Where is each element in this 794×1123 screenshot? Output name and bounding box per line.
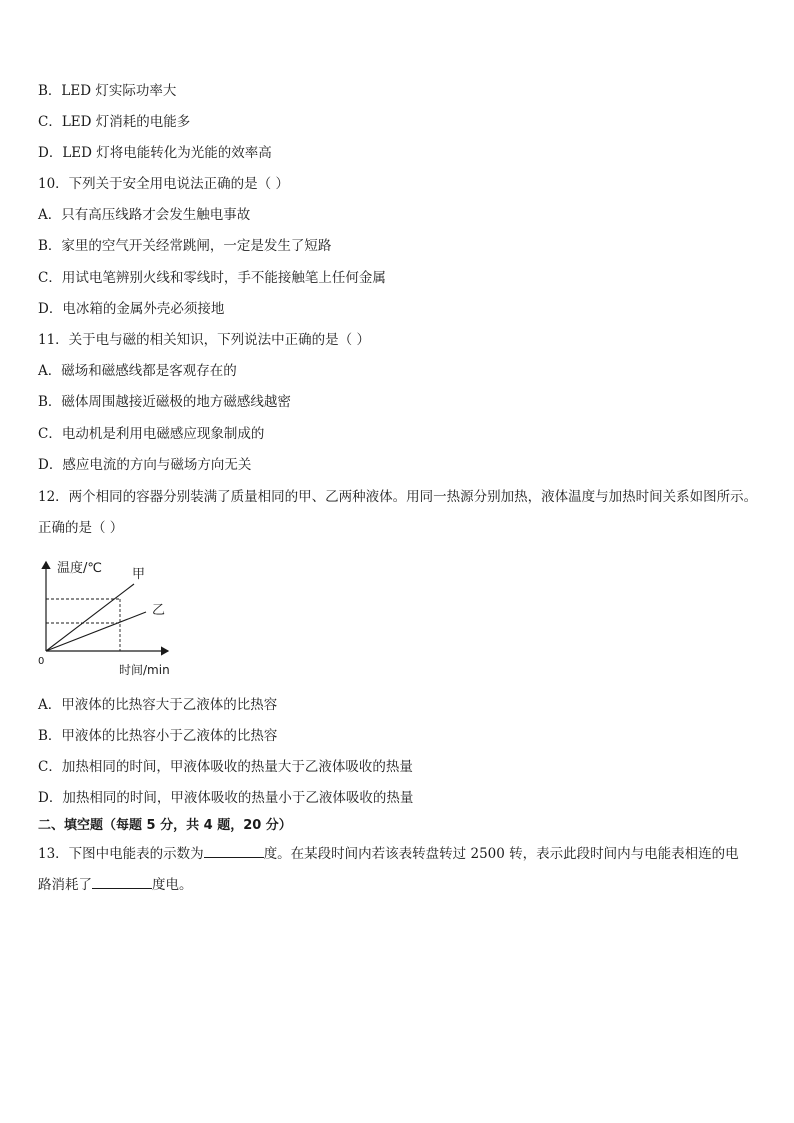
section-title: 二、填空题（每题 5 分，共 4 题，20 分） — [38, 818, 292, 833]
q13-text-part4: 度电。 — [152, 877, 193, 893]
line-yi — [46, 612, 146, 651]
x-axis-label: 时间/min — [119, 663, 170, 677]
q12-stem: 12．两个相同的容器分别装满了质量相同的甲、乙两种液体。用同一热源分别加热，液体温度与加热时间关系如图所示。正确的是（ ） — [38, 489, 758, 536]
q9-option-b: B．LED 灯实际功率大 — [38, 83, 177, 99]
q11-option-c: C．电动机是利用电磁感应现象制成的 — [38, 426, 265, 442]
q13-line-2 — [38, 874, 758, 895]
q10-stem: 10．下列关于安全用电说法正确的是（ ） — [38, 176, 289, 192]
q11-option-b: B．磁体周围越接近磁极的地方磁感线越密 — [38, 394, 291, 410]
q13-blank-1[interactable] — [204, 843, 264, 858]
q11-option-d: D．感应电流的方向与磁场方向无关 — [38, 457, 252, 473]
q13-text-part1: 13．下图中电能表的示数为 — [38, 846, 204, 862]
q11-option-a: A．磁场和磁感线都是客观存在的 — [38, 363, 237, 379]
q12-option-c: C．加热相同的时间，甲液体吸收的热量大于乙液体吸收的热量 — [38, 759, 413, 775]
q13-line-1 — [38, 843, 758, 864]
y-axis-label: 温度/℃ — [57, 561, 102, 576]
q10-option-a: A．只有高压线路才会发生触电事故 — [38, 207, 251, 223]
temperature-time-graph — [30, 554, 190, 680]
q10-option-b: B．家里的空气开关经常跳闸，一定是发生了短路 — [38, 238, 332, 254]
label-yi: 乙 — [152, 603, 166, 618]
q9-option-c: C．LED 灯消耗的电能多 — [38, 114, 191, 130]
q13-text-part3: 路消耗了 — [38, 877, 92, 893]
q12-option-b: B．甲液体的比热容小于乙液体的比热容 — [38, 728, 278, 744]
q13-text-part2: 度。在某段时间内若该表转盘转过 2500 转，表示此段时间内与电能表相连的电 — [263, 846, 739, 862]
q11-stem: 11．关于电与磁的相关知识，下列说法中正确的是（ ） — [38, 332, 370, 348]
q10-option-d: D．电冰箱的金属外壳必须接地 — [38, 301, 225, 317]
q13-blank-2[interactable] — [92, 874, 152, 889]
q10-option-c: C．用试电笔辨别火线和零线时，手不能接触笔上任何金属 — [38, 270, 386, 286]
label-jia: 甲 — [132, 567, 146, 582]
q12-option-d: D．加热相同的时间，甲液体吸收的热量小于乙液体吸收的热量 — [38, 790, 414, 806]
q12-option-a: A．甲液体的比热容大于乙液体的比热容 — [38, 697, 278, 713]
q9-option-d: D．LED 灯将电能转化为光能的效率高 — [38, 145, 272, 161]
graph-svg — [30, 554, 190, 680]
origin-label: 0 — [38, 656, 45, 667]
line-jia — [46, 584, 134, 651]
